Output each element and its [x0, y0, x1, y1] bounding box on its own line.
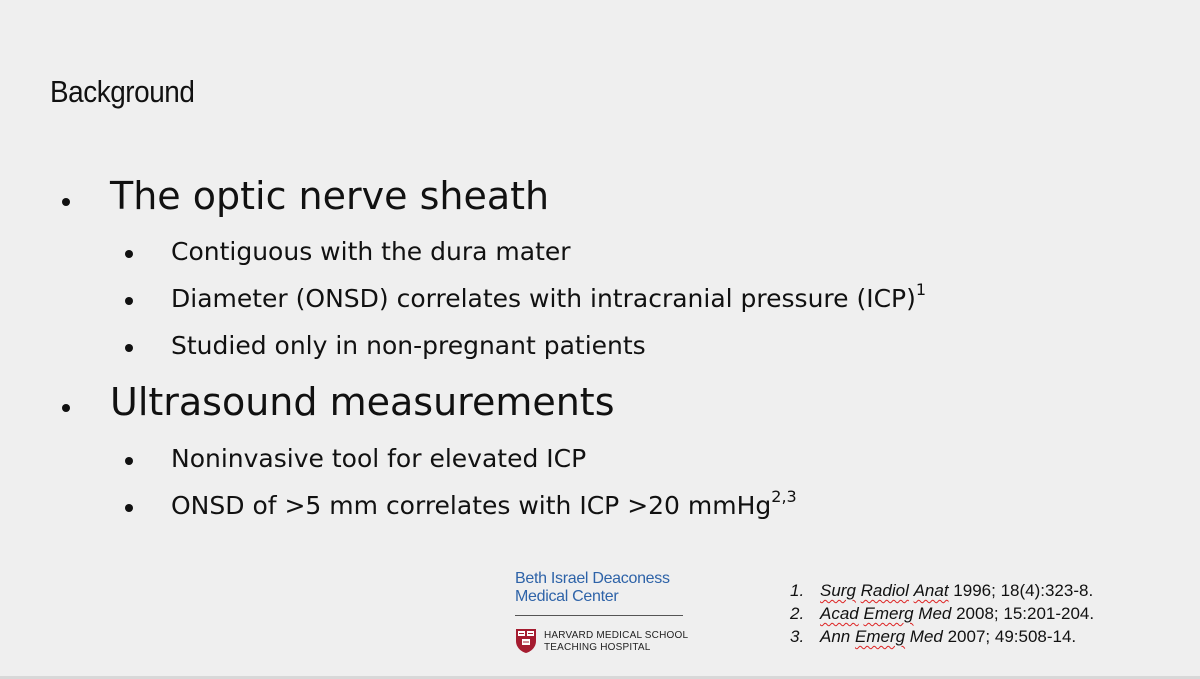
bullet-dot — [125, 344, 133, 352]
bullet-item: Studied only in non-pregnant patients — [171, 331, 646, 360]
bullet-item: Contiguous with the dura mater — [171, 237, 571, 266]
reference-item: 1. Surg Radiol Anat 1996; 18(4):323-8. — [790, 581, 1094, 600]
citation-sup: 1 — [915, 279, 927, 299]
slide-title: Background — [50, 74, 195, 109]
hms-label: HARVARD MEDICAL SCHOOL TEACHING HOSPITAL — [544, 630, 689, 653]
citation-sup: 2,3 — [771, 486, 797, 506]
bullet-item: Diameter (ONSD) correlates with intracranial pressure (ICP)$^1$ — [171, 279, 927, 313]
logo-name-line1: Beth Israel Deaconess — [515, 570, 670, 587]
bullet-item: Noninvasive tool for elevated ICP — [171, 444, 587, 473]
bullet-dot — [125, 250, 133, 258]
bullet-item: ONSD of >5 mm correlates with ICP >20 mmHg$^{2,3}$ — [171, 486, 797, 520]
bullet-dot — [62, 404, 70, 412]
reference-item: 3. Ann Emerg Med 2007; 49:508-14. — [790, 627, 1077, 646]
logo-divider — [515, 615, 683, 616]
section-heading-ultrasound: Ultrasound measurements — [110, 380, 615, 424]
section-heading-optic-nerve-sheath: The optic nerve sheath — [110, 174, 550, 218]
harvard-shield-icon — [515, 628, 537, 654]
bidmc-logo — [515, 570, 689, 653]
logo-name-line2: Medical Center — [515, 588, 619, 605]
bullet-dot — [125, 457, 133, 465]
bullet-dot — [125, 297, 133, 305]
bullet-dot — [125, 504, 133, 512]
references-list — [790, 579, 1094, 648]
reference-item: 2. Acad Emerg Med 2008; 15:201-204. — [790, 604, 1095, 623]
bullet-dot — [62, 198, 70, 206]
